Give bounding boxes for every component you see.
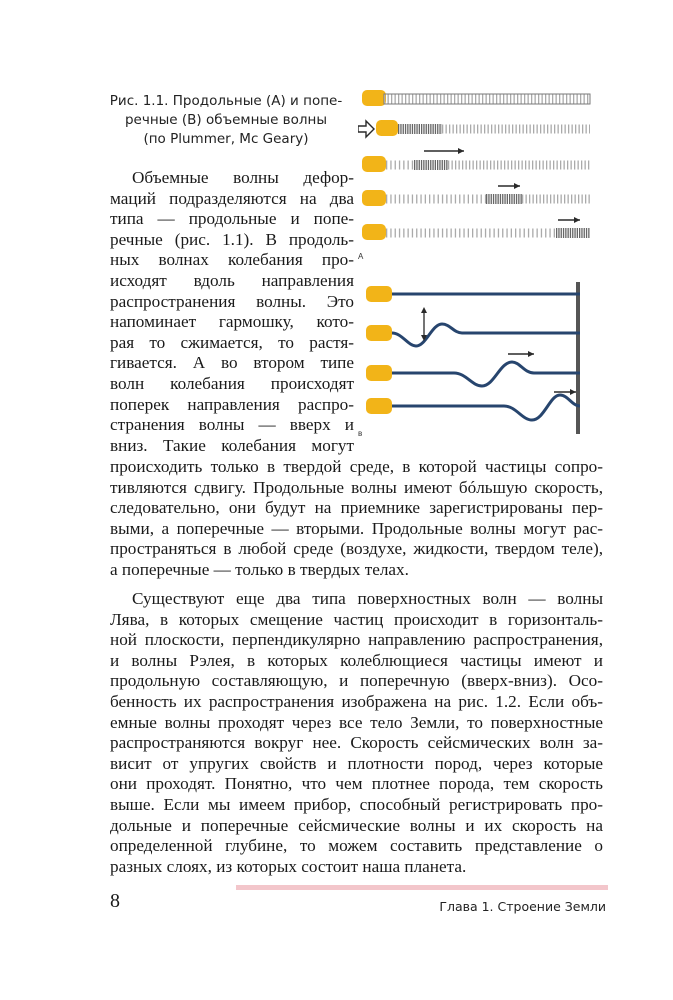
text-line: ной плоскости, перпендикулярно направлению распространения, (110, 630, 603, 650)
caption-line: Рис. 1.1. Продольные (А) и попе- (109, 93, 343, 109)
text-line: они проходят. Понятно, что чем плотнее порода, тем скорость (110, 774, 603, 794)
paragraph-1-narrow (110, 168, 354, 456)
rope (392, 324, 580, 346)
spring-row-4 (362, 183, 590, 206)
running-head: Глава 1. Строение Земли (439, 899, 606, 914)
text-line: типа — продольные и попе- (110, 209, 354, 229)
text-line: продольную составляющую, и поперечную (вверх-вниз). Осо- (110, 671, 603, 691)
wave-illustration (358, 84, 594, 444)
text-line: определенной глубине, то можем составить представление о (110, 836, 603, 856)
text-line: напоминает гармошку, кото- (110, 312, 354, 332)
text-line: пространяться в любой среде (воздухе, жидкости, твердом теле), (110, 539, 603, 559)
text-line: рая то сжимается, то растя- (110, 332, 354, 352)
text-line: волн колебания происходят (110, 373, 354, 393)
text-line: выми, а поперечные — вторыми. Продольные волны могут рас- (110, 518, 603, 538)
text-line: распространяются вокруг нее. Скорость сейсмических волн за- (110, 733, 603, 753)
paragraph-1-full (110, 457, 603, 581)
text-line: речные (рис. 1.1). В продоль- (110, 229, 354, 249)
arrowhead-up-icon (421, 307, 427, 313)
text-line: происходить только в твердой среде, в которой частицы сопро- (110, 457, 603, 476)
hand-icon (362, 190, 386, 206)
text-line: распространения волны. Это (110, 291, 354, 311)
rope-row-4 (366, 389, 580, 420)
text-line: Объемные волны дефор- (132, 168, 354, 187)
panel-label-a: A (358, 252, 364, 261)
spring-row-1 (362, 90, 590, 106)
text-line: маций подразделяются на два (110, 188, 354, 208)
text-line: висит от упругих свойств и плотности пород, через которые (110, 753, 603, 773)
spring-row-3 (362, 148, 590, 172)
hand-icon (366, 286, 392, 302)
text-line: Существуют еще два типа поверхностных волн — волны (132, 589, 603, 608)
paragraph-2 (110, 589, 603, 877)
arrowhead-icon (514, 183, 520, 189)
arrowhead-icon (570, 389, 576, 395)
footer-rule (236, 885, 608, 890)
spring-row-5 (362, 217, 590, 240)
text-line: дольные и поперечные сейсмические волны и их скорость на (110, 815, 603, 835)
text-line: бенность их распространения изображена на рис. 1.2. Если объ- (110, 691, 603, 711)
text-line: поперек направления распро- (110, 394, 354, 414)
arrowhead-icon (528, 351, 534, 357)
longitudinal-waves-panel (358, 90, 590, 261)
text-line: тивляются сдвигу. Продольные волны имеют бóльшую скорость, (110, 477, 603, 497)
text-line: и волны Рэлея, в которых колеблющиеся частицы имеют и (110, 650, 603, 670)
transverse-waves-panel (358, 282, 580, 438)
rope (392, 362, 580, 386)
arrowhead-icon (458, 148, 464, 154)
text-line: Лява, в которых смещение частиц происходит в горизонталь- (110, 609, 603, 629)
text-line: следовательно, они будут на приемнике зарегистрированы пер- (110, 498, 603, 518)
rope (392, 395, 580, 420)
hand-icon (362, 224, 386, 240)
spring-row-2 (358, 120, 590, 137)
caption-line: речные (В) объемные волны (124, 112, 328, 128)
text-line: странения волны — вверх и (110, 415, 354, 435)
text-line: вниз. Такие колебания могут (110, 435, 354, 455)
rope-row-2 (366, 307, 580, 346)
text-line: выше. Если мы имеем прибор, способный регистрировать про- (110, 794, 603, 814)
rope-post (576, 282, 580, 434)
hand-icon (362, 90, 386, 106)
panel-label-b: в (358, 429, 363, 438)
text-line: а поперечные — только в твердых телах. (110, 559, 409, 579)
hand-icon (366, 398, 392, 414)
hand-icon (376, 120, 398, 136)
text-line: исходят вдоль направления (110, 270, 354, 290)
page-number: 8 (110, 890, 120, 912)
hand-icon (362, 156, 386, 172)
caption-line: (по Plummer, Mc Geary) (143, 131, 309, 147)
text-line: ных волнах колебания про- (110, 250, 354, 270)
text-line: разных слоях, из которых состоит наша планета. (110, 856, 467, 876)
rope-row-1 (366, 286, 580, 302)
hand-icon (366, 325, 392, 341)
hand-icon (366, 365, 392, 381)
figure-caption (104, 92, 348, 149)
text-line: емные волны проходят через все тело Земли, то поверхностные (110, 712, 603, 732)
arrowhead-icon (574, 217, 580, 223)
text-line: гивается. А во втором типе (110, 353, 354, 373)
push-arrow-icon (358, 121, 374, 137)
rope-row-3 (366, 351, 580, 386)
